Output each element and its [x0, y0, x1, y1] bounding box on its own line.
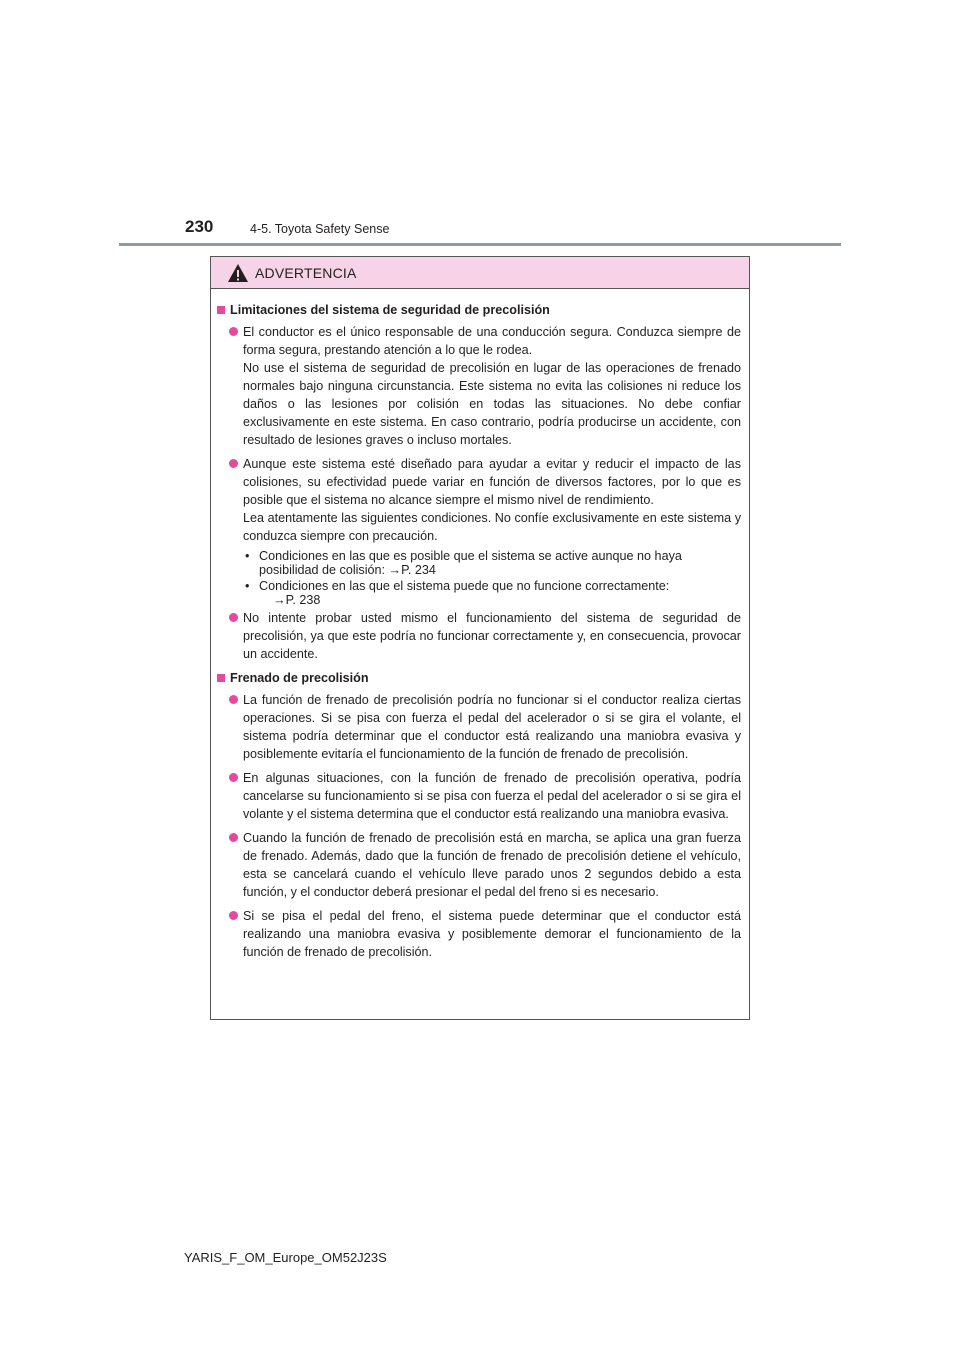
list-item [217, 455, 741, 545]
circle-bullet-icon [229, 613, 238, 622]
dot-bullet-icon: • [245, 549, 250, 563]
circle-bullet-icon [229, 695, 238, 704]
paragraph: En algunas situaciones, con la función de frenado de precolisión operativa, podría cancelarse su funcionamiento si se pisa con fuerza el pedal del acelerador o si se gira el volante y el sistema determina que el conductor está realizando una maniobra evasiva. [243, 771, 741, 821]
circle-bullet-icon [229, 833, 238, 842]
circle-bullet-icon [229, 459, 238, 468]
paragraph: La función de frenado de precolisión podría no funcionar si el conductor realiza ciertas operaciones. Si se pisa con fuerza el pedal del acelerador o si se gira el volante, el sistema podría determinar que el conductor está realizando una maniobra evasiva y posiblemente evitaría el funcionamiento de la función de frenado de precolisión. [243, 693, 741, 761]
paragraph: No intente probar usted mismo el funcionamiento del sistema de seguridad de precolisión, ya que este podría no funcionar correctamente y, en consecuencia, provocar un accidente. [243, 611, 741, 661]
list-item [217, 691, 741, 763]
circle-bullet-icon [229, 773, 238, 782]
warning-header [211, 257, 749, 289]
list-item [217, 829, 741, 901]
warning-box [210, 256, 750, 1020]
circle-bullet-icon [229, 327, 238, 336]
warning-title: ADVERTENCIA [255, 265, 357, 281]
header-divider [119, 243, 841, 246]
paragraph: Lea atentamente las siguientes condiciones. No confíe exclusivamente en este sistema y conduzca siempre con precaución. [243, 511, 741, 543]
sub-item-continuation: posibilidad de colisión: →P. 234 [259, 563, 436, 577]
paragraph: Si se pisa el pedal del freno, el sistema puede determinar que el conductor está realizando una maniobra evasiva y posiblemente demorar el funcionamiento de la función de frenado de precolisión. [243, 909, 741, 959]
section-heading [217, 669, 741, 687]
paragraph: Aunque este sistema esté diseñado para ayudar a evitar y reducir el impacto de las colisiones, su efectividad puede variar en función de diversos factores, por lo que es posible que el sistema no alcance siempre el mismo nivel de rendimiento. [243, 457, 741, 507]
section-heading-text: Limitaciones del sistema de seguridad de precolisión [230, 303, 550, 317]
section-title: 4-5. Toyota Safety Sense [250, 222, 390, 236]
document-code: YARIS_F_OM_Europe_OM52J23S [184, 1250, 387, 1265]
square-bullet-icon [217, 674, 225, 682]
page-number: 230 [185, 217, 214, 236]
paragraph: El conductor es el único responsable de una conducción segura. Conduzca siempre de forma segura, prestando atención a lo que le rodea. [243, 325, 741, 357]
sub-item [217, 549, 741, 563]
warning-triangle-icon [227, 263, 249, 283]
warning-content [211, 289, 749, 961]
section-heading [217, 301, 741, 319]
dot-bullet-icon: • [245, 579, 250, 593]
list-item [217, 323, 741, 449]
list-item [217, 769, 741, 823]
sub-item-text: Condiciones en las que es posible que el sistema se active aunque no haya [259, 549, 682, 563]
list-item [217, 907, 741, 961]
circle-bullet-icon [229, 911, 238, 920]
sub-item [217, 579, 741, 593]
section-heading-text: Frenado de precolisión [230, 671, 369, 685]
page-header [0, 0, 960, 250]
sub-item-text: Condiciones en las que el sistema puede que no funcione correctamente: [259, 579, 670, 593]
paragraph: No use el sistema de seguridad de precolisión en lugar de las operaciones de frenado normales bajo ninguna circunstancia. Este sistema no evita las colisiones ni reduce los daños o las lesiones por colisión en todas las situaciones. No debe confiar exclusivamente en este sistema. En caso contrario, podría producirse un accidente, con resultado de lesiones graves o incluso mortales. [243, 361, 741, 447]
sub-item-continuation: →P. 238 [273, 593, 321, 607]
paragraph: Cuando la función de frenado de precolisión está en marcha, se aplica una gran fuerza de frenado. Además, dado que la función de frenado de precolisión detiene el vehículo, esta se cancelará cuando el vehículo lleve parado unos 2 segundos debido a esta función, y el conductor deberá presionar el pedal del freno si es necesario. [243, 831, 741, 899]
list-item [217, 609, 741, 663]
square-bullet-icon [217, 306, 225, 314]
